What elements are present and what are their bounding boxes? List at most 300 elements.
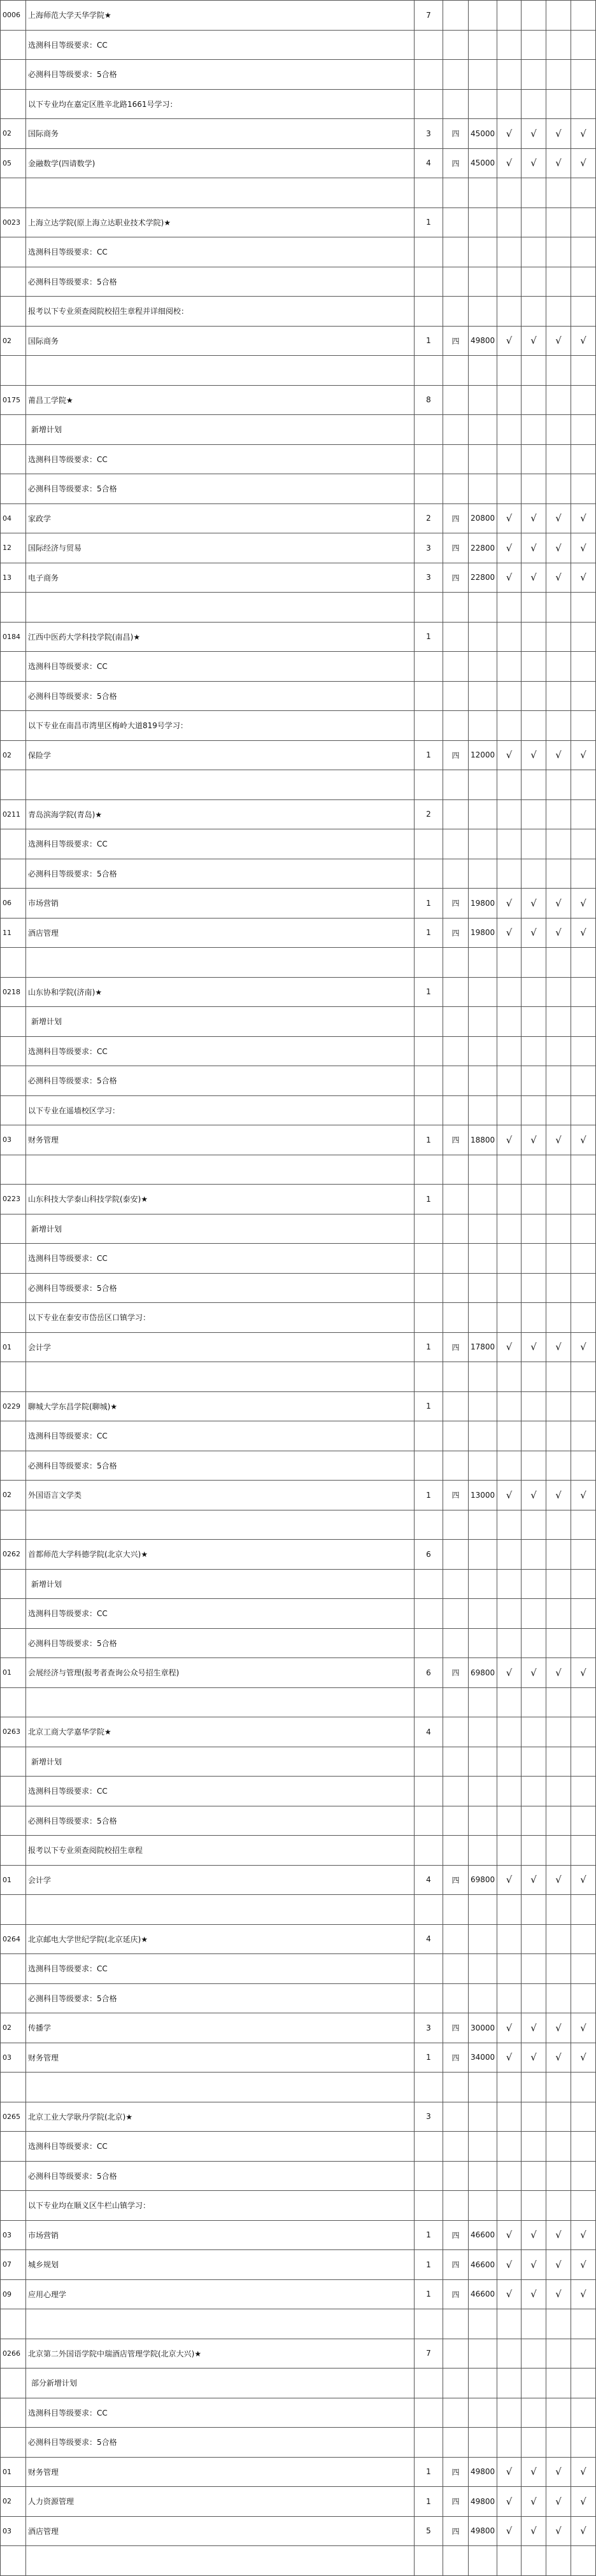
check-mark: √	[497, 326, 522, 356]
empty-cell	[546, 2546, 571, 2576]
empty-cell	[415, 1836, 443, 1866]
check-mark: √	[571, 503, 596, 533]
note-row	[1, 415, 596, 445]
empty-cell	[469, 1273, 497, 1303]
empty-cell	[546, 1983, 571, 2013]
major-name: 市场营销	[26, 889, 415, 918]
empty-cell	[571, 593, 596, 623]
major-name: 传播学	[26, 2013, 415, 2043]
empty-cell	[443, 444, 469, 474]
empty-cell	[1, 2546, 26, 2576]
empty-cell	[415, 237, 443, 267]
note-text: 部分新增计划	[26, 2368, 415, 2398]
empty-cell	[1, 474, 26, 504]
empty-cell	[443, 1777, 469, 1806]
tuition-fee: 34000	[469, 2043, 497, 2073]
check-mark: √	[522, 1481, 546, 1510]
empty-cell	[443, 2309, 469, 2339]
empty-cell	[571, 1036, 596, 1066]
empty-cell	[522, 1036, 546, 1066]
check-mark: √	[522, 2220, 546, 2250]
major-code: 03	[1, 1125, 26, 1155]
empty-cell	[571, 1066, 596, 1096]
major-name: 应用心理学	[26, 2279, 415, 2309]
empty-cell	[522, 1273, 546, 1303]
tuition-fee: 22800	[469, 563, 497, 593]
empty-cell	[469, 1391, 497, 1421]
empty-cell	[26, 178, 415, 208]
empty-cell	[443, 2339, 469, 2368]
study-years: 四	[443, 503, 469, 533]
major-name: 国际商务	[26, 119, 415, 149]
note-row	[1, 60, 596, 90]
empty-cell	[469, 1777, 497, 1806]
note-row	[1, 681, 596, 711]
empty-cell	[415, 89, 443, 119]
note-text: 必测科目等级要求：5合格	[26, 1983, 415, 2013]
study-years: 四	[443, 2043, 469, 2073]
empty-cell	[546, 1895, 571, 1925]
check-mark: √	[522, 2250, 546, 2280]
empty-cell	[522, 2132, 546, 2162]
check-mark: √	[522, 563, 546, 593]
empty-cell	[546, 829, 571, 859]
empty-cell	[522, 297, 546, 327]
empty-cell	[546, 2368, 571, 2398]
empty-cell	[469, 1599, 497, 1629]
note-text: 报考以下专业须查阅院校招生章程	[26, 1836, 415, 1866]
empty-cell	[571, 1924, 596, 1954]
check-mark: √	[571, 2279, 596, 2309]
check-mark: √	[522, 1865, 546, 1895]
plan-count: 2	[415, 503, 443, 533]
check-mark: √	[571, 1125, 596, 1155]
empty-cell	[469, 444, 497, 474]
check-mark: √	[571, 2487, 596, 2517]
note-row	[1, 859, 596, 889]
major-code: 03	[1, 2043, 26, 2073]
major-row	[1, 2516, 596, 2546]
check-mark: √	[497, 2516, 522, 2546]
empty-cell	[522, 1747, 546, 1777]
school-code: 0184	[1, 622, 26, 652]
tuition-fee: 12000	[469, 740, 497, 770]
empty-cell	[497, 1214, 522, 1244]
empty-cell	[1, 1244, 26, 1274]
plan-count: 1	[415, 889, 443, 918]
empty-cell	[469, 1687, 497, 1717]
empty-cell	[1, 2132, 26, 2162]
empty-cell	[415, 267, 443, 297]
empty-cell	[469, 1569, 497, 1599]
check-mark: √	[546, 503, 571, 533]
check-mark: √	[546, 533, 571, 563]
empty-cell	[546, 799, 571, 829]
check-mark: √	[497, 2457, 522, 2487]
check-mark: √	[546, 1865, 571, 1895]
empty-cell	[522, 1895, 546, 1925]
empty-cell	[546, 622, 571, 652]
check-mark: √	[497, 1658, 522, 1688]
major-row	[1, 2043, 596, 2073]
empty-cell	[497, 2191, 522, 2221]
empty-cell	[497, 1185, 522, 1214]
empty-cell	[443, 2132, 469, 2162]
check-mark: √	[522, 1125, 546, 1155]
empty-cell	[1, 2309, 26, 2339]
major-name: 城乡规划	[26, 2250, 415, 2280]
plan-count: 1	[415, 2487, 443, 2517]
empty-cell	[443, 1007, 469, 1037]
empty-cell	[571, 2073, 596, 2102]
empty-cell	[26, 1510, 415, 1540]
check-mark: √	[497, 2279, 522, 2309]
empty-cell	[497, 444, 522, 474]
empty-cell	[1, 356, 26, 386]
empty-cell	[497, 1273, 522, 1303]
major-row	[1, 2250, 596, 2280]
empty-cell	[1, 1895, 26, 1925]
tuition-fee: 17800	[469, 1332, 497, 1362]
empty-cell	[546, 178, 571, 208]
note-text: 选测科目等级要求：CC	[26, 2398, 415, 2428]
empty-cell	[415, 1687, 443, 1717]
check-mark: √	[571, 1481, 596, 1510]
major-name: 保险学	[26, 740, 415, 770]
note-row	[1, 1806, 596, 1836]
school-code: 0263	[1, 1717, 26, 1747]
empty-cell	[1, 1836, 26, 1866]
check-mark: √	[522, 889, 546, 918]
empty-cell	[571, 977, 596, 1007]
check-mark: √	[571, 148, 596, 178]
empty-cell	[443, 711, 469, 741]
empty-cell	[497, 1717, 522, 1747]
empty-cell	[415, 652, 443, 682]
empty-cell	[469, 178, 497, 208]
empty-cell	[522, 208, 546, 237]
empty-cell	[469, 2428, 497, 2458]
empty-cell	[522, 30, 546, 60]
check-mark: √	[571, 2013, 596, 2043]
empty-cell	[443, 2191, 469, 2221]
empty-cell	[571, 356, 596, 386]
empty-cell	[415, 1095, 443, 1125]
major-name: 国际商务	[26, 326, 415, 356]
empty-cell	[26, 2073, 415, 2102]
empty-cell	[546, 681, 571, 711]
empty-cell	[546, 1036, 571, 1066]
empty-cell	[443, 977, 469, 1007]
empty-cell	[571, 1185, 596, 1214]
empty-cell	[443, 1806, 469, 1836]
note-row	[1, 237, 596, 267]
empty-cell	[497, 1895, 522, 1925]
empty-cell	[1, 1007, 26, 1037]
empty-cell	[1, 829, 26, 859]
study-years: 四	[443, 1481, 469, 1510]
note-row	[1, 2191, 596, 2221]
empty-cell	[469, 1303, 497, 1333]
empty-cell	[415, 1628, 443, 1658]
empty-cell	[497, 1599, 522, 1629]
empty-cell	[571, 267, 596, 297]
plan-count: 4	[415, 1717, 443, 1747]
school-name: 上海师范大学天华学院★	[26, 1, 415, 31]
empty-cell	[546, 297, 571, 327]
school-code: 0006	[1, 1, 26, 31]
check-mark: √	[546, 2487, 571, 2517]
plan-count: 3	[415, 119, 443, 149]
empty-cell	[469, 1214, 497, 1244]
empty-cell	[497, 385, 522, 415]
empty-cell	[469, 1747, 497, 1777]
blank-row	[1, 2309, 596, 2339]
empty-cell	[1, 1155, 26, 1185]
empty-cell	[571, 60, 596, 90]
empty-cell	[415, 681, 443, 711]
major-code: 12	[1, 533, 26, 563]
empty-cell	[522, 1836, 546, 1866]
tuition-fee: 45000	[469, 119, 497, 149]
empty-cell	[571, 1510, 596, 1540]
empty-cell	[546, 2339, 571, 2368]
empty-cell	[1, 1954, 26, 1984]
empty-cell	[546, 770, 571, 800]
empty-cell	[546, 1095, 571, 1125]
empty-cell	[546, 2309, 571, 2339]
tuition-fee: 49800	[469, 2487, 497, 2517]
check-mark: √	[571, 918, 596, 948]
empty-cell	[546, 30, 571, 60]
empty-cell	[415, 1777, 443, 1806]
plan-count: 3	[415, 2013, 443, 2043]
empty-cell	[469, 2161, 497, 2191]
empty-cell	[571, 474, 596, 504]
plan-count: 2	[415, 799, 443, 829]
empty-cell	[571, 1777, 596, 1806]
empty-cell	[522, 1569, 546, 1599]
empty-cell	[443, 1066, 469, 1096]
empty-cell	[522, 2161, 546, 2191]
empty-cell	[469, 1, 497, 31]
empty-cell	[415, 444, 443, 474]
empty-cell	[497, 2102, 522, 2132]
empty-cell	[443, 2102, 469, 2132]
empty-cell	[443, 2546, 469, 2576]
major-code: 13	[1, 563, 26, 593]
major-name: 家政学	[26, 503, 415, 533]
major-code: 01	[1, 1332, 26, 1362]
empty-cell	[571, 948, 596, 978]
empty-cell	[522, 2428, 546, 2458]
check-mark: √	[497, 1332, 522, 1362]
check-mark: √	[571, 563, 596, 593]
empty-cell	[522, 2309, 546, 2339]
empty-cell	[571, 1391, 596, 1421]
plan-count: 1	[415, 2279, 443, 2309]
school-row	[1, 622, 596, 652]
empty-cell	[469, 60, 497, 90]
major-row	[1, 918, 596, 948]
school-name: 北京工商大学嘉华学院★	[26, 1717, 415, 1747]
empty-cell	[469, 1895, 497, 1925]
empty-cell	[443, 1451, 469, 1481]
empty-cell	[469, 1362, 497, 1392]
empty-cell	[497, 297, 522, 327]
note-text: 选测科目等级要求：CC	[26, 1036, 415, 1066]
plan-count: 1	[415, 1391, 443, 1421]
empty-cell	[1, 1983, 26, 2013]
empty-cell	[443, 1303, 469, 1333]
empty-cell	[497, 1391, 522, 1421]
empty-cell	[571, 770, 596, 800]
plan-count: 1	[415, 1332, 443, 1362]
empty-cell	[546, 1451, 571, 1481]
empty-cell	[1, 1747, 26, 1777]
empty-cell	[497, 1628, 522, 1658]
empty-cell	[546, 208, 571, 237]
empty-cell	[1, 2191, 26, 2221]
plan-count: 1	[415, 208, 443, 237]
empty-cell	[571, 385, 596, 415]
empty-cell	[546, 1066, 571, 1096]
empty-cell	[571, 1451, 596, 1481]
empty-cell	[571, 1214, 596, 1244]
empty-cell	[497, 1066, 522, 1096]
empty-cell	[546, 2073, 571, 2102]
check-mark: √	[546, 2516, 571, 2546]
check-mark: √	[522, 740, 546, 770]
note-row	[1, 1983, 596, 2013]
empty-cell	[497, 1510, 522, 1540]
check-mark: √	[546, 1481, 571, 1510]
empty-cell	[26, 1362, 415, 1392]
empty-cell	[522, 1421, 546, 1451]
empty-cell	[522, 2546, 546, 2576]
empty-cell	[522, 593, 546, 623]
empty-cell	[443, 267, 469, 297]
empty-cell	[1, 60, 26, 90]
empty-cell	[443, 1540, 469, 1570]
empty-cell	[1, 1214, 26, 1244]
empty-cell	[415, 770, 443, 800]
empty-cell	[522, 1303, 546, 1333]
note-text: 必测科目等级要求：5合格	[26, 2161, 415, 2191]
note-row	[1, 1036, 596, 1066]
study-years: 四	[443, 563, 469, 593]
empty-cell	[443, 1983, 469, 2013]
note-text: 必测科目等级要求：5合格	[26, 681, 415, 711]
empty-cell	[522, 1, 546, 31]
tuition-fee: 13000	[469, 1481, 497, 1510]
note-row	[1, 1569, 596, 1599]
study-years: 四	[443, 2220, 469, 2250]
empty-cell	[546, 1599, 571, 1629]
empty-cell	[571, 1717, 596, 1747]
empty-cell	[415, 2546, 443, 2576]
empty-cell	[546, 267, 571, 297]
plan-count: 1	[415, 2043, 443, 2073]
major-row	[1, 119, 596, 149]
empty-cell	[571, 1747, 596, 1777]
study-years: 四	[443, 1865, 469, 1895]
empty-cell	[1, 1777, 26, 1806]
school-name: 青岛滨海学院(青岛)★	[26, 799, 415, 829]
empty-cell	[571, 178, 596, 208]
empty-cell	[469, 977, 497, 1007]
empty-cell	[415, 2309, 443, 2339]
empty-cell	[469, 2309, 497, 2339]
empty-cell	[522, 1155, 546, 1185]
empty-cell	[443, 1717, 469, 1747]
empty-cell	[443, 1095, 469, 1125]
check-mark: √	[571, 2457, 596, 2487]
check-mark: √	[571, 889, 596, 918]
check-mark: √	[546, 2279, 571, 2309]
empty-cell	[443, 1687, 469, 1717]
major-row	[1, 889, 596, 918]
check-mark: √	[522, 2279, 546, 2309]
empty-cell	[522, 178, 546, 208]
blank-row	[1, 1155, 596, 1185]
empty-cell	[497, 2309, 522, 2339]
empty-cell	[571, 1303, 596, 1333]
empty-cell	[443, 208, 469, 237]
note-row	[1, 829, 596, 859]
note-row	[1, 652, 596, 682]
empty-cell	[571, 2546, 596, 2576]
empty-cell	[546, 948, 571, 978]
empty-cell	[469, 1628, 497, 1658]
check-mark: √	[546, 2457, 571, 2487]
empty-cell	[1, 1599, 26, 1629]
empty-cell	[497, 267, 522, 297]
study-years: 四	[443, 1125, 469, 1155]
empty-cell	[469, 1540, 497, 1570]
empty-cell	[522, 1954, 546, 1984]
major-name: 财务管理	[26, 1125, 415, 1155]
empty-cell	[469, 1924, 497, 1954]
check-mark: √	[546, 2250, 571, 2280]
empty-cell	[522, 2339, 546, 2368]
empty-cell	[469, 415, 497, 445]
empty-cell	[443, 2073, 469, 2102]
empty-cell	[571, 1244, 596, 1274]
empty-cell	[443, 948, 469, 978]
check-mark: √	[497, 740, 522, 770]
check-mark: √	[497, 148, 522, 178]
note-text: 以下专业在遥墙校区学习：	[26, 1095, 415, 1125]
empty-cell	[415, 2132, 443, 2162]
empty-cell	[497, 622, 522, 652]
major-row	[1, 148, 596, 178]
empty-cell	[522, 1391, 546, 1421]
school-code: 0266	[1, 2339, 26, 2368]
empty-cell	[546, 1362, 571, 1392]
school-code: 0264	[1, 1924, 26, 1954]
note-row	[1, 297, 596, 327]
empty-cell	[497, 859, 522, 889]
empty-cell	[522, 415, 546, 445]
note-row	[1, 267, 596, 297]
empty-cell	[571, 1836, 596, 1866]
empty-cell	[497, 1540, 522, 1570]
empty-cell	[546, 2191, 571, 2221]
empty-cell	[415, 1983, 443, 2013]
empty-cell	[522, 385, 546, 415]
check-mark: √	[497, 119, 522, 149]
